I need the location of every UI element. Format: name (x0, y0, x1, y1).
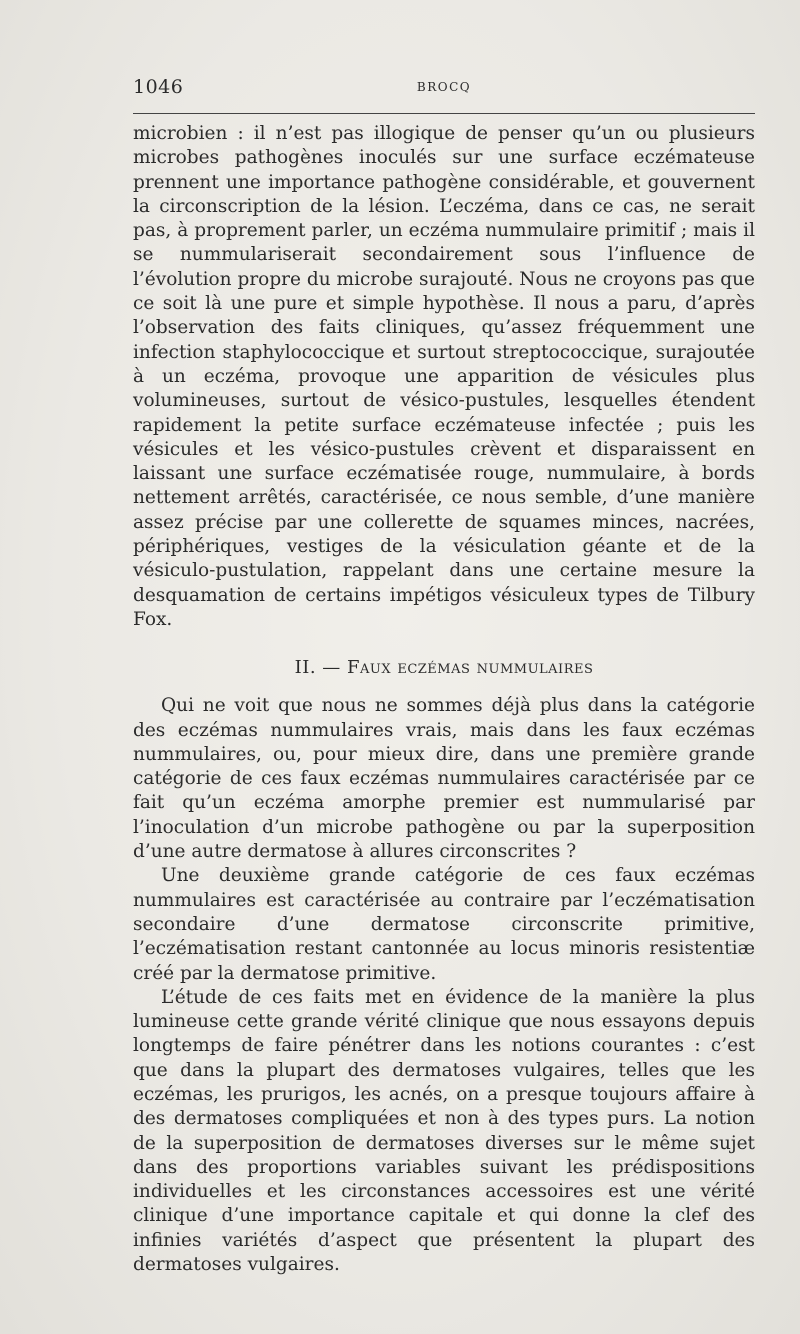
page-number: 1046 (133, 76, 184, 98)
section-dash: — (322, 657, 341, 679)
paragraph-continued: microbien : il n’est pas illogique de penser qu’un ou plusieurs microbes pathogènes inoculés sur une surface eczémateuse prennent une importance pathogène considérable, et gouvernent la circonscription de la lésion. L’eczéma, dans ce cas, ne serait pas, à proprement parler, un eczéma nummulaire primitif ; mais il se nummulariserait secondairement sous l’influence de l’évolution propre du microbe surajouté. Nous ne croyons pas que ce soit là une pure et simple hypothèse. Il nous a paru, d’après l’observation des faits cliniques, qu’assez fréquemment une infection staphylococcique et surtout streptococcique, surajoutée à un eczéma, provoque une apparition de vésicules plus volumineuses, surtout de vésico-pustules, lesquelles étendent rapidement la petite surface eczémateuse infectée ; puis les vésicules et les vésico-pustules crèvent et disparaissent en laissant une surface eczématisée rouge, nummulaire, à bords nettement arrêtés, caractérisée, ce nous semble, d’une manière assez précise par une collerette de squames minces, nacrées, périphériques, vestiges de la vésiculation géante et de la vésiculo-pustulation, rappelant dans une certaine mesure la desquamation de certains impétigos vésiculeux types de Tilbury Fox. (133, 123, 755, 630)
page-header (133, 76, 755, 104)
section-heading (133, 657, 755, 678)
running-head: BROCQ (416, 80, 472, 94)
paragraph: Une deuxième grande catégorie de ces faux eczémas nummulaires est caractérisée au contraire par l’eczématisation secondaire d’une dermatose circonscrite primitive, l’eczématisation restant cantonnée au locus minoris resistentiæ créé par la dermatose primitive. (133, 865, 755, 984)
section-title: Faux eczémas nummulaires (347, 657, 594, 679)
section-number: II. (294, 657, 317, 679)
paragraph: L’étude de ces faits met en évidence de la manière la plus lumineuse cette grande vérité clinique que nous essayons depuis longtemps de faire pénétrer dans les notions courantes : c’est que dans la plupart des dermatoses vulgaires, telles que les eczémas, les prurigos, les acnés, on a presque toujours affaire à des dermatoses compliquées et non à des types purs. La notion de la superposition de dermatoses diverses sur le même sujet dans des proportions variables suivant les prédispositions individuelles et les circonstances accessoires est une vérité clinique d’une importance capitale et qui donne la clef des infinies variétés d’aspect que présentent la plupart des dermatoses vulgaires. (133, 986, 755, 1276)
header-rule (133, 113, 755, 114)
body-text (133, 122, 755, 1277)
paragraph: Qui ne voit que nous ne sommes déjà plus dans la catégorie des eczémas nummulaires vrais, mais dans les faux eczémas nummulaires, ou, pour mieux dire, dans une première grande catégorie de ces faux eczémas nummulaires caractérisée par ce fait qu’un eczéma amorphe premier est nummularisé par l’inoculation d’un microbe pathogène ou par la superposition d’une autre dermatose à allures circonscrites ? (133, 695, 755, 863)
